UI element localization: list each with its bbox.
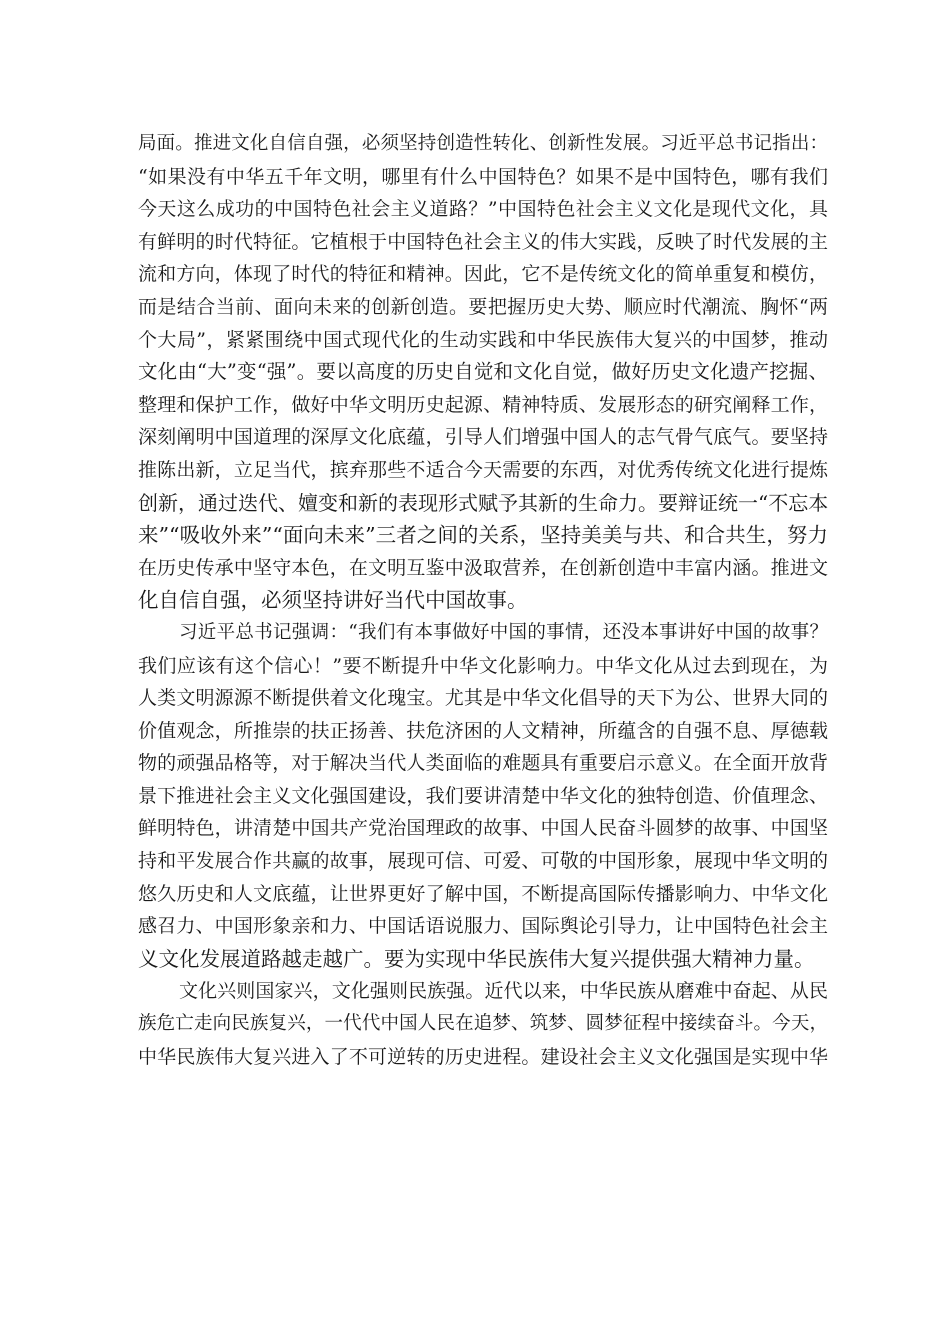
text-line: 个大局”，紧紧围绕中国式现代化的生动实践和中华民族伟大复兴的中国梦，推动: [138, 328, 828, 351]
text-line: 流和方向，体现了时代的特征和精神。因此，它不是传统文化的简单重复和模仿，: [138, 263, 828, 286]
body-text: [138, 128, 828, 1073]
text-line: 化自信自强，必须坚持讲好当代中国故事。: [138, 588, 528, 613]
text-line: 物的顽强品格等，对于解决当代人类面临的难题具有重要启示意义。在全面开放背: [138, 752, 828, 775]
text-line: 来”“吸收外来”“面向未来”三者之间的关系，坚持美美与共、和合共生，努力: [138, 523, 828, 548]
text-line: 创新，通过迭代、嬗变和新的表现形式赋予其新的生命力。要辩证统一“不忘本: [138, 490, 829, 515]
text-line: 习近平总书记强调：“我们有本事做好中国的事情，还没本事讲好中国的故事？: [179, 621, 828, 643]
text-line: 价值观念，所推崇的扶正扬善、扶危济困的人文精神，所蕴含的自强不息、厚德载: [138, 719, 828, 742]
text-line: 在历史传承中坚守本色，在文明互鉴中汲取营养，在创新创造中丰富内涵。推进文: [138, 556, 828, 579]
text-line: 感召力、中国形象亲和力、中国话语说服力、国际舆论引导力，让中国特色社会主: [138, 915, 828, 938]
text-line: 鲜明特色，讲清楚中国共产党治国理政的故事、中国人民奋斗圆梦的故事、中国坚: [138, 817, 828, 840]
text-line: 有鲜明的时代特征。它植根于中国特色社会主义的伟大实践，反映了时代发展的主: [138, 230, 828, 253]
text-line: 义文化发展道路越走越广。要为实现中华民族伟大复兴提供强大精神力量。: [138, 946, 815, 971]
text-line: 局面。推进文化自信自强，必须坚持创造性转化、创新性发展。习近平总书记指出：: [138, 133, 828, 154]
text-line: 景下推进社会主义文化强国建设，我们要讲清楚中华文化的独特创造、价值理念、: [138, 784, 828, 807]
text-line: 我们应该有这个信心！”要不断提升中华文化影响力。中华文化从过去到现在，为: [138, 654, 828, 677]
text-line: 持和平发展合作共赢的故事，展现可信、可爱、可敬的中国形象，展现中华文明的: [138, 850, 828, 873]
text-line: 整理和保护工作，做好中华文明历史起源、精神特质、发展形态的研究阐释工作，: [138, 393, 828, 416]
text-line: 中华民族伟大复兴进入了不可逆转的历史进程。建设社会主义文化强国是实现中华: [138, 1045, 828, 1068]
text-line: 人类文明源源不断提供着文化瑰宝。尤其是中华文化倡导的天下为公、世界大同的: [138, 687, 828, 710]
text-line: “如果没有中华五千年文明，哪里有什么中国特色？如果不是中国特色，哪有我们: [138, 165, 828, 188]
text-line: 族危亡走向民族复兴，一代代中国人民在追梦、筑梦、圆梦征程中接续奋斗。今天，: [138, 1013, 828, 1035]
text-line: 悠久历史和人文底蕴，让世界更好了解中国，不断提高国际传播影响力、中华文化: [138, 882, 828, 905]
text-line: 文化兴则国家兴，文化强则民族强。近代以来，中华民族从磨难中奋起、从民: [179, 980, 828, 1003]
text-line: 而是结合当前、面向未来的创新创造。要把握历史大势、顺应时代潮流、胸怀“两: [138, 295, 828, 318]
text-line: 文化由“大”变“强”。要以高度的历史自觉和文化自觉，做好历史文化遗产挖掘、: [138, 360, 828, 384]
text-line: 今天这么成功的中国特色社会主义道路？”中国特色社会主义文化是现代文化，具: [138, 198, 828, 221]
text-line: 深刻阐明中国道理的深厚文化底蕴，引导人们增强中国人的志气骨气底气。要坚持: [138, 426, 828, 449]
text-line: 推陈出新，立足当代，摈弃那些不适合今天需要的东西，对优秀传统文化进行提炼: [138, 458, 828, 481]
